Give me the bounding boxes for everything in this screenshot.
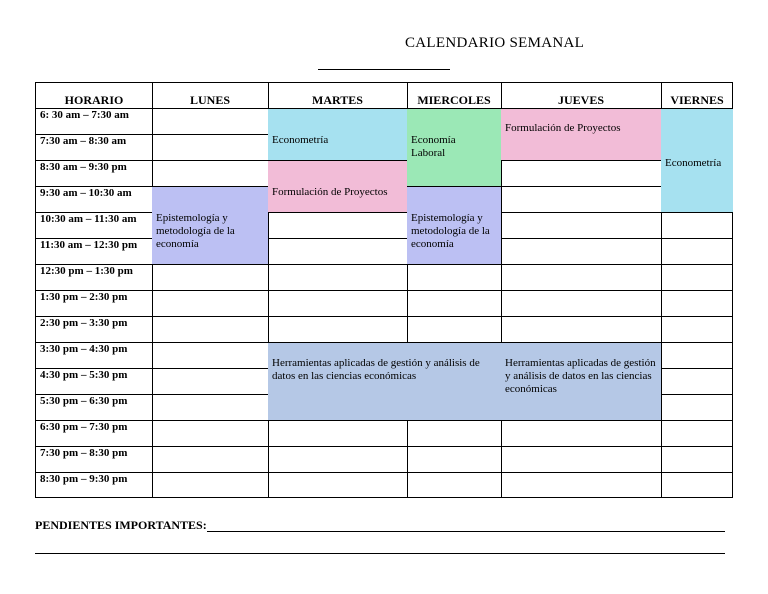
time-slot: 12:30 pm – 1:30 pm — [40, 265, 133, 277]
class-miercoles-economia-laboral: Economía Laboral — [407, 108, 501, 187]
row-divider — [36, 238, 732, 239]
footer-label: PENDIENTES IMPORTANTES: — [35, 518, 207, 532]
row-divider — [36, 316, 732, 317]
class-jueves-herramientas: Herramientas aplicadas de gestión y análisis de datos en las ciencias económicas — [501, 342, 661, 421]
class-martes-formulacion: Formulación de Proyectos — [268, 160, 407, 213]
row-divider — [36, 290, 732, 291]
time-slot: 7:30 pm – 8:30 pm — [40, 447, 128, 459]
header-jueves: JUEVES — [557, 93, 604, 107]
time-slot: 1:30 pm – 2:30 pm — [40, 291, 128, 303]
time-slot: 5:30 pm – 6:30 pm — [40, 395, 128, 407]
class-martes-econometria: Econometría — [268, 108, 407, 161]
time-slot: 10:30 am – 11:30 am — [40, 213, 137, 225]
row-divider — [36, 446, 732, 447]
notes-line — [35, 553, 725, 554]
header-horario: HORARIO — [64, 93, 124, 107]
time-slot: 2:30 pm – 3:30 pm — [40, 317, 128, 329]
header-lunes: LUNES — [189, 93, 230, 107]
class-viernes-econometria: Econometría — [661, 108, 733, 213]
header-martes: MARTES — [312, 93, 363, 107]
time-slot: 8:30 am – 9:30 pm — [40, 161, 127, 173]
class-lunes-epistemologia: Epistemología y metodología de la economía — [152, 186, 268, 265]
time-slot: 11:30 am – 12:30 pm — [40, 239, 138, 251]
class-miercoles-epistemologia: Epistemología y metodología de la economía — [407, 186, 501, 265]
class-jueves-formulacion: Formulación de Proyectos — [501, 108, 661, 161]
header-miercoles: MIERCOLES — [417, 93, 491, 107]
title-underline — [318, 69, 450, 70]
weekly-schedule-table — [35, 82, 733, 498]
time-slot: 3:30 pm – 4:30 pm — [40, 343, 128, 355]
class-martes-herramientas: Herramientas aplicadas de gestión y análisis de datos en las ciencias económicas — [268, 342, 501, 421]
notes-line — [207, 531, 725, 532]
time-slot: 4:30 pm – 5:30 pm — [40, 369, 128, 381]
time-slot: 9:30 am – 10:30 am — [40, 187, 132, 199]
page-title: CALENDARIO SEMANAL — [405, 35, 585, 51]
row-divider — [36, 472, 732, 473]
time-slot: 6:30 pm – 7:30 pm — [40, 421, 128, 433]
time-slot: 7:30 am – 8:30 am — [40, 135, 127, 147]
time-slot: 6: 30 am – 7:30 am — [40, 109, 129, 121]
time-slot: 8:30 pm – 9:30 pm — [40, 473, 128, 485]
header-viernes: VIERNES — [670, 93, 724, 107]
row-divider — [36, 264, 732, 265]
